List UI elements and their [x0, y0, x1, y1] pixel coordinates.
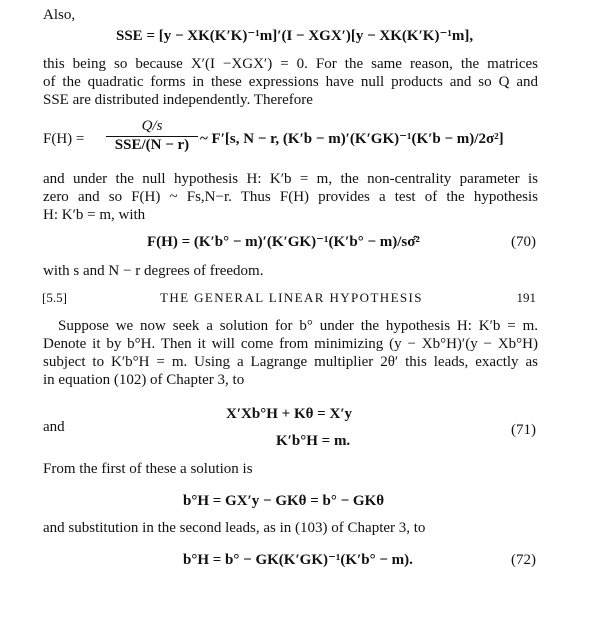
paragraph-line: and substitution in the second leads, as in (103) of Chapter 3, to — [43, 520, 426, 536]
paragraph-line: SSE are distributed independently. Therefore — [43, 92, 313, 108]
paragraph-line: H: K′b = m, with — [43, 207, 146, 223]
fh-distribution: ~ F′[s, N − r, (K′b − m)′(K′GK)⁻¹(K′b − m)/2σ²] — [200, 131, 504, 147]
equation-number-70: (70) — [511, 234, 536, 250]
equation-72: b°H = b° − GK(K′GK)⁻¹(K′b° − m). — [183, 552, 413, 568]
paragraph-line: Denote it by b°H. Then it will come from minimizing (y − Xb°H)′(y − Xb°H) — [43, 336, 538, 352]
also-text: Also, — [43, 7, 76, 23]
sse-equation: SSE = [y − XK(K′K)⁻¹m]′(I − XGX′)[y − XK(K′K)⁻¹m], — [116, 28, 474, 44]
and-word: and — [43, 419, 65, 435]
paragraph-line: in equation (102) of Chapter 3, to — [43, 372, 245, 388]
paragraph-line: and under the null hypothesis H: K′b = m, the non-centrality parameter is — [43, 171, 538, 187]
paragraph-line: subject to K′b°H = m. Using a Lagrange multiplier 2θ′ this leads, exactly as — [43, 354, 538, 370]
section-number: [5.5] — [42, 290, 67, 305]
paragraph-line: zero and so F(H) ~ Fs,N−r. Thus F(H) provides a test of the hypothesis — [43, 189, 538, 205]
equation-number-71: (71) — [511, 422, 536, 438]
paragraph-line: this being so because X′(I −XGX′) = 0. For the same reason, the matrices — [43, 56, 538, 72]
solution-equation: b°H = GX′y − GKθ = b° − GKθ — [183, 493, 385, 509]
equation-number-72: (72) — [511, 552, 536, 568]
fh-fraction — [106, 118, 198, 154]
chapter-title: THE GENERAL LINEAR HYPOTHESIS — [160, 290, 423, 305]
equation-71-line2: K′b°H = m. — [276, 433, 351, 449]
paragraph-line: From the first of these a solution is — [43, 461, 253, 477]
paragraph-line: Suppose we now seek a solution for b° under the hypothesis H: K′b = m. — [58, 318, 538, 334]
fraction-denominator: SSE/(N − r) — [114, 137, 190, 153]
fh-lhs: F(H) = — [43, 131, 85, 147]
equation-71-line1: X′Xb°H + Kθ = X′y — [226, 406, 353, 422]
equation-70: F(H) = (K′b° − m)′(K′GK)⁻¹(K′b° − m)/sσ̂² — [147, 234, 420, 250]
page-number: 191 — [516, 290, 536, 305]
fraction-numerator: Q/s — [141, 118, 163, 134]
paragraph-line: with s and N − r degrees of freedom. — [43, 263, 264, 279]
paragraph-line: of the quadratic forms in these expressions have null products and so Q and — [43, 74, 538, 90]
